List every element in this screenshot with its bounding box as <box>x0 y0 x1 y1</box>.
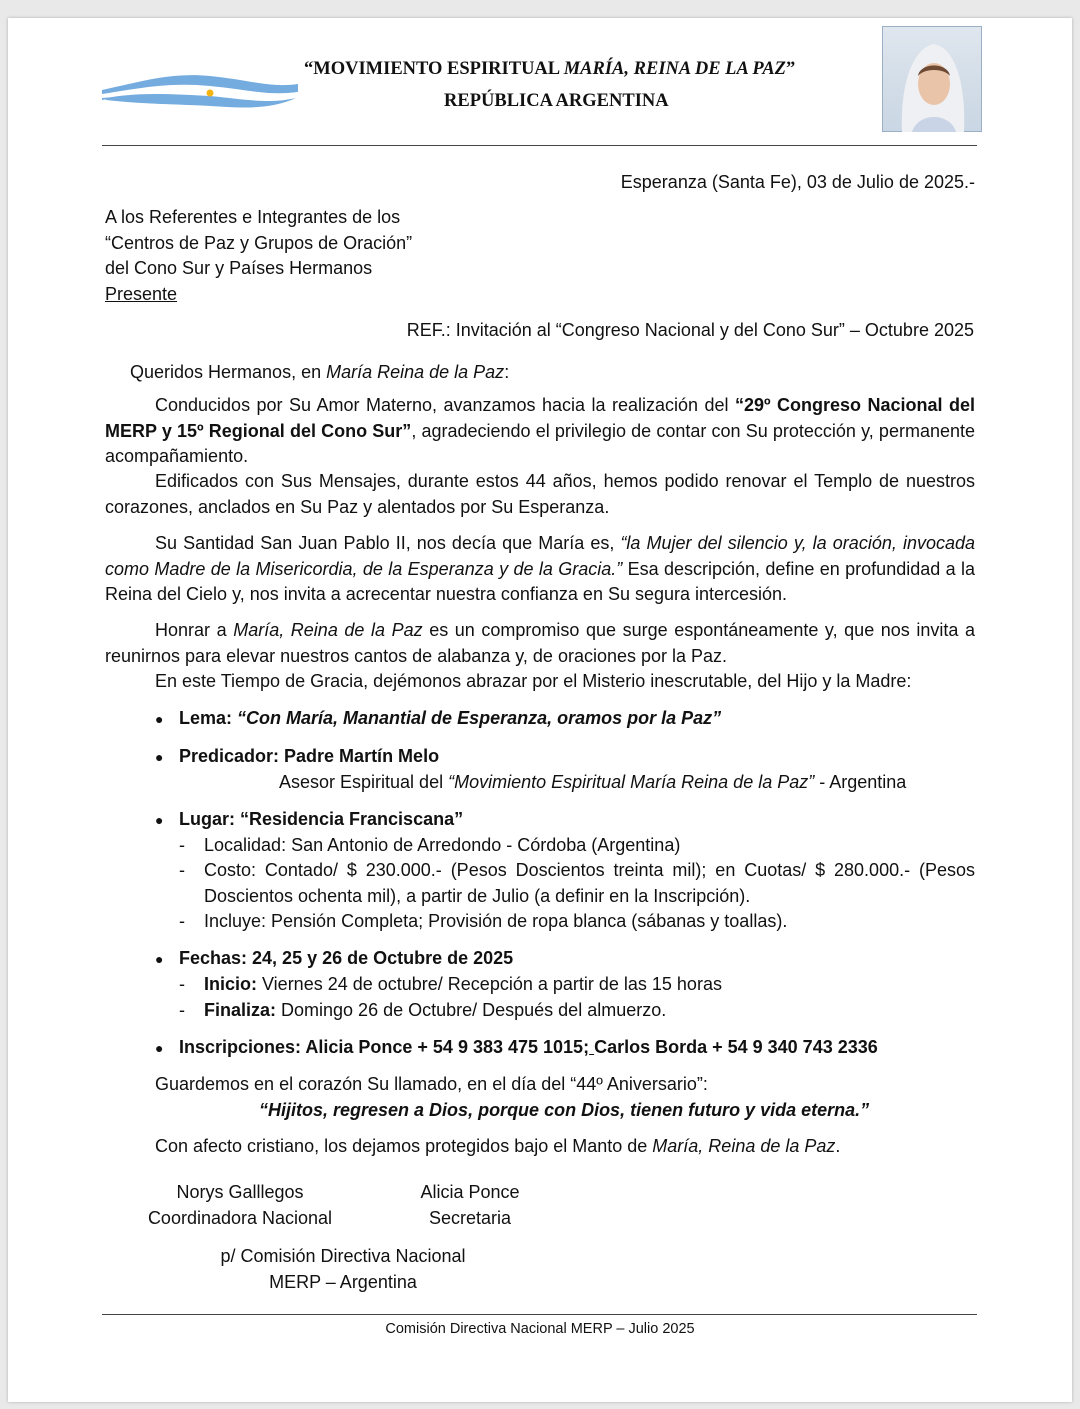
greeting-prefix: Queridos Hermanos, en <box>130 362 327 382</box>
inicio-label: Inicio: <box>204 974 257 994</box>
predicador-sub-a: Asesor Espiritual del <box>279 772 449 792</box>
finaliza-label: Finaliza: <box>204 1000 277 1020</box>
bullet-icon: ● <box>155 749 164 765</box>
p1-text-b: , agradeciendo el privilegio de contar con Su protección y, permanente acompañamiento. <box>105 420 975 466</box>
dash-icon: - <box>179 974 185 994</box>
predicador-sub-italic: “Movimiento Espiritual María Reina de la Paz” <box>448 772 815 792</box>
dash-icon: - <box>179 835 185 855</box>
org-title <box>304 59 795 80</box>
p4-text-b: es un compromiso que surge espontáneamente y, que nos invita a reunirnos para elevar nuestros cantos de alabanza y, de oraciones por la Paz. <box>105 620 975 666</box>
p3-quote: “la Mujer del silencio y, la oración, invocada como Madre de la Misericordia, de la Esperanza y de la Gracia.” <box>105 533 975 579</box>
predicador-label: Predicador: Padre Martín Melo <box>179 746 440 766</box>
bullet-icon: ● <box>155 951 164 967</box>
p4-italic: María, Reina de la Paz <box>233 620 423 640</box>
signature-role: Coordinadora Nacional <box>147 1207 333 1228</box>
lema-label: Lema: <box>179 708 238 728</box>
footer-divider <box>102 1314 977 1315</box>
greeting-suffix: : <box>504 362 510 382</box>
dash-icon: - <box>179 1000 185 1020</box>
p1-text-a: Conducidos por Su Amor Materno, avanzamos hacia la realización del <box>155 395 735 415</box>
lugar-incluye: Incluye: Pensión Completa; Provisión de ropa blanca (sábanas y toallas). <box>204 911 788 931</box>
virgin-mary-portrait <box>882 26 982 132</box>
anniversary-quote: “Hijitos, regresen a Dios, porque con Dios, tienen futuro y vida eterna.” <box>259 1100 870 1120</box>
paragraph-4 <box>105 618 975 669</box>
footer-text: Comisión Directiva Nacional MERP – Julio 2025 <box>385 1321 695 1337</box>
predicador-subline <box>279 770 906 796</box>
paragraph-5: En este Tiempo de Gracia, dejémonos abrazar por el Misterio inescrutable, del Hijo y la Madre: <box>155 671 912 691</box>
lugar-costo: Costo: Contado/ $ 230.000.- (Pesos Doscientos treinta mil); en Cuotas/ $ 280.000.- (Pesos Doscientos ochenta mil), a partir de Julio (a definir en la Inscripción). <box>204 860 975 906</box>
header-divider <box>102 145 977 146</box>
fechas-inicio <box>204 972 722 998</box>
closing2-italic: María, Reina de la Paz <box>652 1136 836 1156</box>
commission-block <box>193 1244 493 1295</box>
inicio-text: Viernes 24 de octubre/ Recepción a partir de las 15 horas <box>257 974 722 994</box>
sun-of-may-icon <box>207 90 214 97</box>
fechas-label: Fechas: 24, 25 y 26 de Octubre de 2025 <box>179 948 514 968</box>
recipient-line1: A los Referentes e Integrantes de los <box>105 207 401 227</box>
fechas-finaliza <box>204 998 666 1024</box>
finaliza-text: Domingo 26 de Octubre/ Después del almuerzo. <box>276 1000 667 1020</box>
argentina-flag-image <box>100 68 300 112</box>
dash-icon: - <box>179 911 185 931</box>
p3-text-a: Su Santidad San Juan Pablo II, nos decía que María es, <box>155 533 621 553</box>
closing2-text-b: . <box>835 1136 841 1156</box>
paragraph-2: Edificados con Sus Mensajes, durante estos 44 años, hemos podido renovar el Templo de nuestros corazones, anclados en Su Paz y alentados por Su Esperanza. <box>105 471 975 517</box>
date-line: Esperanza (Santa Fe), 03 de Julio de 2025.- <box>620 172 975 192</box>
greeting-italic: María Reina de la Paz <box>326 362 505 382</box>
p3-text-b: Esa descripción, define en profundidad a la Reina del Cielo y, nos invita a acrecentar nuestra confianza en Su segura intercesión. <box>105 558 975 604</box>
predicador-sub-b: - Argentina <box>814 772 907 792</box>
recipient-line3: del Cono Sur y Países Hermanos <box>105 258 373 278</box>
p4-text-a: Honrar a <box>155 620 234 640</box>
paragraph-3 <box>105 531 975 608</box>
org-title-italic: MARÍA, REINA DE LA PAZ <box>563 59 786 79</box>
recipient-line2: “Centros de Paz y Grupos de Oración” <box>105 232 413 253</box>
lugar-localidad: Localidad: San Antonio de Arredondo - Córdoba (Argentina) <box>204 835 681 855</box>
bullet-icon: ● <box>155 1040 164 1056</box>
signature-secretaria <box>400 1180 540 1231</box>
lugar-label: Lugar: “Residencia Franciscana” <box>179 809 464 829</box>
reference-line: REF.: Invitación al “Congreso Nacional y del Cono Sur” – Octubre 2025 <box>406 320 974 340</box>
commission-line1: p/ Comisión Directiva Nacional <box>220 1246 466 1266</box>
lema-text: “Con María, Manantial de Esperanza, oramos por la Paz” <box>237 708 722 728</box>
org-subtitle: REPÚBLICA ARGENTINA <box>444 91 669 111</box>
greeting <box>130 360 509 386</box>
signature-role: Secretaria <box>428 1207 512 1228</box>
bullet-icon: ● <box>155 711 164 727</box>
org-title-part3: ” <box>785 59 796 79</box>
bullet-icon: ● <box>155 812 164 828</box>
signature-coordinadora <box>140 1180 340 1231</box>
closing-line-1: Guardemos en el corazón Su llamado, en el día del “44º Aniversario”: <box>155 1074 708 1094</box>
lema-item <box>179 706 721 732</box>
paragraph-1 <box>105 393 975 470</box>
recipient-block <box>105 205 412 307</box>
signature-name: Alicia Ponce <box>420 1182 520 1202</box>
inscripciones-alicia: Inscripciones: Alicia Ponce + 54 9 383 475 1015; <box>179 1037 590 1057</box>
signature-name: Norys Galllegos <box>176 1182 304 1202</box>
commission-line2: MERP – Argentina <box>269 1271 417 1292</box>
org-title-part1: “MOVIMIENTO ESPIRITUAL <box>304 59 564 79</box>
dash-icon: - <box>179 860 185 880</box>
closing2-text-a: Con afecto cristiano, los dejamos protegidos bajo el Manto de <box>155 1136 653 1156</box>
inscripciones-item <box>179 1035 878 1061</box>
letter-page <box>8 18 1072 1402</box>
closing-line-2 <box>155 1134 840 1160</box>
recipient-presente: Presente <box>105 283 178 304</box>
inscripciones-carlos: Carlos Borda + 54 9 340 743 2336 <box>594 1037 878 1057</box>
p1-congress-name: “29º Congreso Nacional del MERP y 15º Regional del Cono Sur” <box>105 395 975 441</box>
